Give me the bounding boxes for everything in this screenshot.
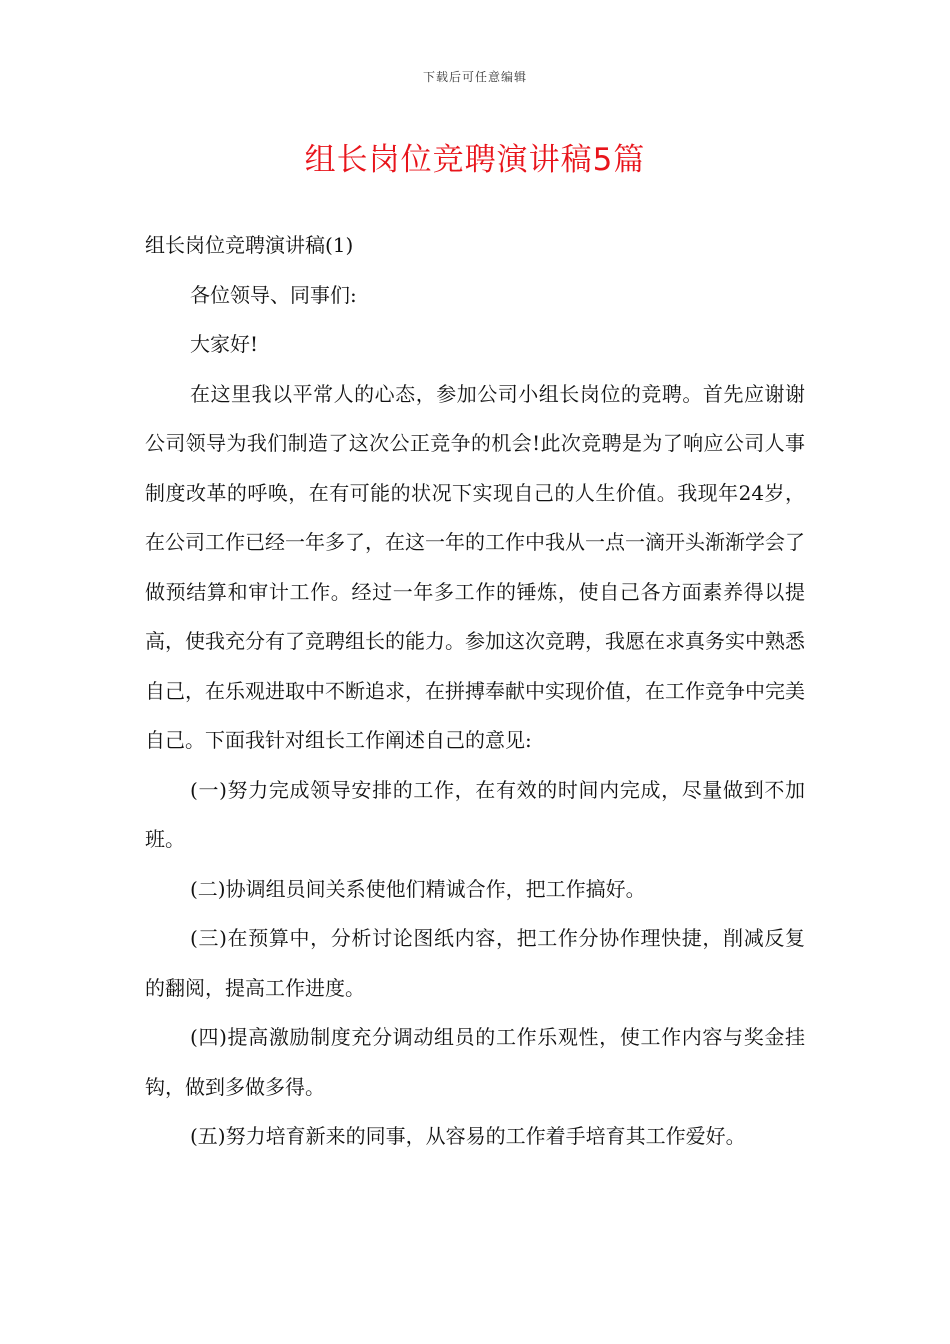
paragraph-point-3: (三)在预算中，分析讨论图纸内容，把工作分协作理快捷，削减反复的翻阅，提高工作进度。 bbox=[145, 926, 805, 1000]
paragraph-intro: 在这里我以平常人的心态，参加公司小组长岗位的竞聘。首先应谢谢公司领导为我们制造了这次公正竞争的机会!此次竞聘是为了响应公司人事制度改革的呼唤，在有可能的状况下实现自己的人生价值。我现年24岁，在公司工作已经一年多了，在这一年的工作中我从一点一滴开头渐渐学会了做预结算和审计工作。经过一年多工作的锤炼，使自己各方面素养得以提高，使我充分有了竞聘组长的能力。参加这次竞聘，我愿在求真务实中熟悉自己，在乐观进取中不断追求，在拼搏奉献中实现价值，在工作竞争中完美自己。下面我针对组长工作阐述自己的意见: bbox=[145, 381, 805, 752]
paragraph-point-1: (一)努力完成领导安排的工作，在有效的时间内完成，尽量做到不加班。 bbox=[145, 777, 805, 851]
document-title: 组长岗位竞聘演讲稿5篇 bbox=[304, 142, 646, 178]
document-body bbox=[145, 221, 805, 1162]
paragraph-point-5: (五)努力培育新来的同事，从容易的工作着手培育其工作爱好。 bbox=[190, 1124, 746, 1148]
paragraph-greeting: 各位领导、同事们: bbox=[190, 282, 357, 307]
page-header: 下载后可任意编辑 bbox=[422, 70, 527, 84]
paragraph-hello: 大家好! bbox=[190, 332, 259, 356]
section-heading: 组长岗位竞聘演讲稿(1) bbox=[145, 233, 354, 257]
paragraph-point-4: (四)提高激励制度充分调动组员的工作乐观性，使工作内容与奖金挂钩，做到多做多得。 bbox=[145, 1025, 805, 1099]
paragraph-point-2: (二)协调组员间关系使他们精诚合作，把工作搞好。 bbox=[190, 876, 646, 901]
